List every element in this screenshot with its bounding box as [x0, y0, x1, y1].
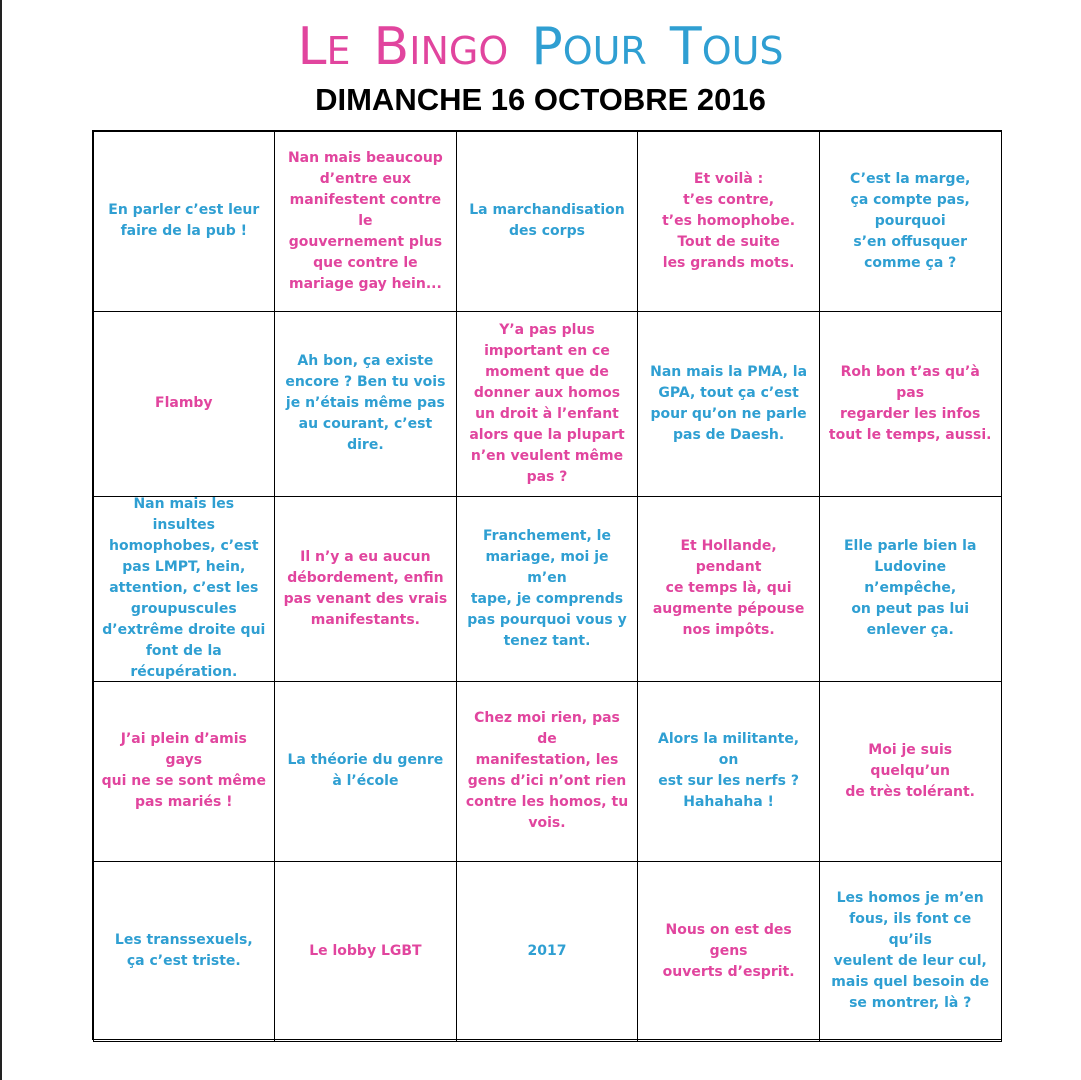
bingo-cell[interactable]	[274, 496, 457, 682]
bingo-cell-text: Flamby	[155, 395, 213, 411]
bingo-cell[interactable]	[637, 681, 820, 862]
bingo-cell-text: Les homos je m’en fous, ils font ce qu’ils veulent de leur cul, mais quel besoin de se montrer, là ?	[831, 890, 990, 1011]
bingo-cell-text: Moi je suis quelqu’un de très tolérant.	[845, 741, 975, 800]
title-word-rest: INGO	[409, 29, 509, 73]
bingo-cell[interactable]	[456, 311, 639, 497]
bingo-cell-text: Et voilà : t’es contre, t’es homophobe. Tout de suite les grands mots.	[662, 170, 796, 271]
bingo-cell[interactable]	[637, 496, 820, 682]
title-word-initial: B	[373, 17, 410, 77]
bingo-cell-text: Nan mais la PMA, la GPA, tout ça c’est pour qu’on ne parle pas de Daesh.	[650, 363, 808, 443]
bingo-cell[interactable]	[274, 131, 457, 312]
bingo-cell[interactable]	[456, 681, 639, 862]
bingo-cell[interactable]	[93, 131, 276, 312]
bingo-cell-text: Franchement, le mariage, moi je m’en tape, je comprends pas pourquoi vous y tenez tant.	[467, 527, 627, 649]
bingo-cell-text: Il n’y a eu aucun débordement, enfin pas venant des vrais manifestants.	[283, 548, 448, 628]
bingo-cell[interactable]	[819, 131, 1002, 312]
page-date: DIMANCHE 16 OCTOBRE 2016	[315, 82, 766, 117]
bingo-cell[interactable]	[274, 311, 457, 497]
bingo-cell-text: Nous on est des gens ouverts d’esprit.	[662, 921, 795, 980]
bingo-cell[interactable]	[274, 861, 457, 1042]
title-word-2	[374, 12, 509, 86]
title-word-rest: E	[326, 29, 351, 73]
bingo-cell[interactable]	[819, 681, 1002, 862]
bingo-cell[interactable]	[93, 681, 276, 862]
bingo-cell-text: 2017	[527, 942, 567, 959]
bingo-cell[interactable]	[819, 311, 1002, 497]
bingo-cell-text: C’est la marge, ça compte pas, pourquoi s’en offusquer comme ça ?	[849, 170, 971, 271]
title-word-rest: OUS	[701, 29, 784, 73]
bingo-cell-text: Les transsexuels, ça c’est triste.	[114, 932, 253, 969]
title-word-4	[670, 12, 784, 86]
bingo-cell-text: Elle parle bien la Ludovine n’empêche, on peut pas lui enlever ça.	[843, 538, 977, 638]
bingo-cell[interactable]	[274, 681, 457, 862]
bingo-cell-text: La marchandisation des corps	[469, 202, 625, 239]
bingo-cell-text: Nan mais les insultes homophobes, c’est pas LMPT, hein, attention, c’est les groupuscules d’extrême droite qui font de la récupération.	[102, 496, 266, 680]
bingo-cell[interactable]	[456, 496, 639, 682]
bingo-cell-text: Ah bon, ça existe encore ? Ben tu vois je n’étais même pas au courant, c’est dire.	[285, 353, 446, 453]
bingo-cell-text: Nan mais beaucoup d’entre eux manifestent contre le gouvernement plus que contre le mariage gay hein...	[287, 149, 443, 292]
bingo-cell[interactable]	[456, 861, 639, 1042]
bingo-cell[interactable]	[637, 861, 820, 1042]
bingo-cell[interactable]	[93, 496, 276, 682]
bingo-cell-text: J’ai plein d’amis gays qui ne se sont même pas mariés !	[101, 731, 266, 810]
bingo-cell-text: Roh bon t’as qu’à pas regarder les infos tout le temps, aussi.	[828, 363, 992, 443]
bingo-cell-text: En parler c’est leur faire de la pub !	[108, 202, 260, 239]
bingo-cell[interactable]	[93, 311, 276, 497]
bingo-cell-text: Et Hollande, pendant ce temps là, qui augmente pépouse nos impôts.	[652, 538, 805, 638]
title-word-1	[297, 12, 350, 86]
bingo-cell-text: Alors la militante, on est sur les nerfs ? Hahahaha !	[658, 731, 800, 810]
title-word-initial: T	[669, 17, 702, 77]
bingo-cell[interactable]	[637, 311, 820, 497]
bingo-cell[interactable]	[456, 131, 639, 312]
bingo-cell-text: Le lobby LGBT	[309, 942, 422, 959]
page-left-border	[0, 0, 2, 1080]
page-title	[0, 12, 1081, 82]
title-word-rest: OUR	[562, 29, 647, 73]
bingo-cell[interactable]	[819, 496, 1002, 682]
title-word-3	[531, 12, 647, 86]
bingo-cell[interactable]	[93, 861, 276, 1042]
title-word-initial: P	[531, 17, 563, 77]
bingo-cell[interactable]	[819, 861, 1002, 1042]
bingo-grid	[92, 130, 1002, 1040]
bingo-cell-text: La théorie du genre à l’école	[287, 752, 444, 789]
bingo-cell-text: Chez moi rien, pas de manifestation, les gens d’ici n’ont rien contre les homos, tu vois.	[465, 710, 629, 831]
bingo-cell[interactable]	[637, 131, 820, 312]
title-word-initial: L	[297, 17, 327, 77]
bingo-cell-text: Y’a pas plus important en ce moment que de donner aux homos un droit à l’enfant alors que la plupart n’en veulent même pas ?	[469, 321, 625, 485]
